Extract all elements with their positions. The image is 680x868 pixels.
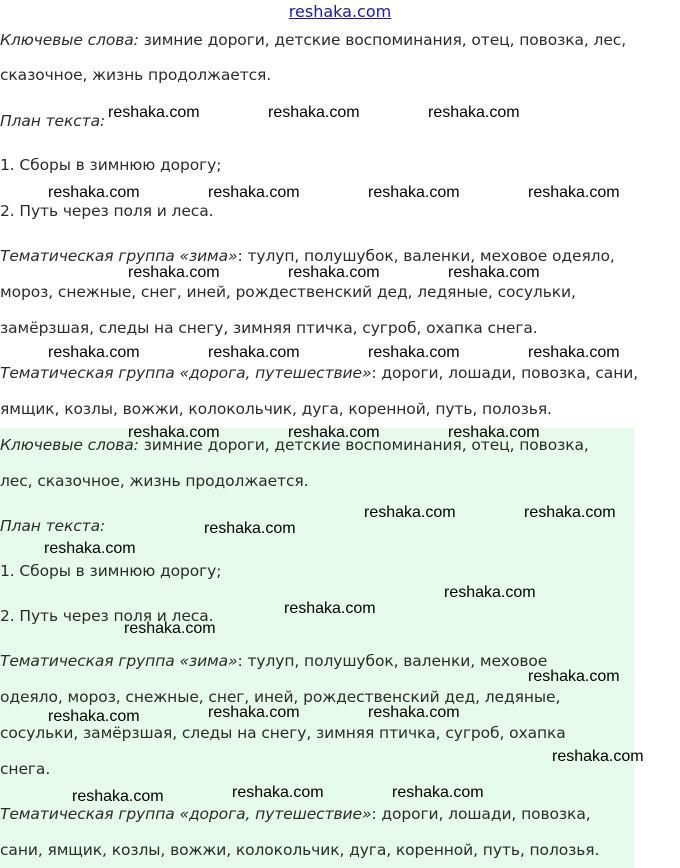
watermark: reshaka.com <box>232 784 324 801</box>
keywords-label: Ключевые слова: <box>0 436 139 454</box>
watermark: reshaka.com <box>368 704 460 721</box>
plan-item: 1. Сборы в зимнюю дорогу; <box>0 156 222 174</box>
winter-group-text: : тулуп, полушубок, валенки, меховое <box>237 652 548 670</box>
watermark: reshaka.com <box>288 424 380 441</box>
watermark: reshaka.com <box>368 344 460 361</box>
watermark: reshaka.com <box>364 504 456 521</box>
winter-group-line <box>0 652 547 670</box>
watermark: reshaka.com <box>444 584 536 601</box>
watermark: reshaka.com <box>552 748 644 765</box>
road-group-line: сани, ямщик, козлы, вожжи, колокольчик, дуга, коренной, путь, полозья. <box>0 841 600 859</box>
road-group-line: ямщик, козлы, вожжи, колокольчик, дуга, коренной, путь, полозья. <box>0 400 552 418</box>
road-group-line <box>0 805 591 823</box>
site-link[interactable]: reshaka.com <box>288 2 392 21</box>
watermark: reshaka.com <box>528 184 620 201</box>
watermark: reshaka.com <box>428 104 520 121</box>
plan-item: 2. Путь через поля и леса. <box>0 202 214 220</box>
keywords-label: Ключевые слова: <box>0 31 139 49</box>
watermark: reshaka.com <box>208 344 300 361</box>
watermark: reshaka.com <box>392 784 484 801</box>
winter-group-line <box>0 247 615 265</box>
watermark: reshaka.com <box>288 264 380 281</box>
watermark: reshaka.com <box>108 104 200 121</box>
watermark: reshaka.com <box>448 264 540 281</box>
watermark: reshaka.com <box>208 184 300 201</box>
keywords-line: лес, сказочное, жизнь продолжается. <box>0 472 309 490</box>
watermark: reshaka.com <box>528 344 620 361</box>
plan-label: План текста: <box>0 517 106 535</box>
winter-group-line: замёрзшая, следы на снегу, зимняя птичка, сугроб, охапка снега. <box>0 319 538 337</box>
keywords-line <box>0 31 626 49</box>
winter-group-text: : тулуп, полушубок, валенки, меховое одеяло, <box>237 247 615 265</box>
winter-group-line: снега. <box>0 760 51 778</box>
keywords-text: зимние дороги, детские воспоминания, отец, повозка, <box>138 436 589 454</box>
watermark: reshaka.com <box>368 184 460 201</box>
watermark: reshaka.com <box>128 264 220 281</box>
watermark: reshaka.com <box>128 424 220 441</box>
road-group-line <box>0 364 638 382</box>
plan-item: 1. Сборы в зимнюю дорогу; <box>0 562 222 580</box>
winter-group-line: мороз, снежные, снег, иней, рождественский дед, ледяные, сосульки, <box>0 283 576 301</box>
watermark: reshaka.com <box>48 184 140 201</box>
winter-group-label: Тематическая группа «зима» <box>0 652 238 670</box>
plan-item: 2. Путь через поля и леса. <box>0 607 214 625</box>
road-group-label: Тематическая группа «дорога, путешествие» <box>0 364 372 382</box>
watermark: reshaka.com <box>268 104 360 121</box>
watermark: reshaka.com <box>48 344 140 361</box>
watermark: reshaka.com <box>124 620 216 637</box>
watermark: reshaka.com <box>44 540 136 557</box>
watermark: reshaka.com <box>528 668 620 685</box>
keywords-line: сказочное, жизнь продолжается. <box>0 66 272 84</box>
road-group-text: : дороги, лошади, повозка, сани, <box>371 364 639 382</box>
winter-group-label: Тематическая группа «зима» <box>0 247 238 265</box>
plan-label: План текста: <box>0 112 106 130</box>
watermark: reshaka.com <box>48 708 140 725</box>
watermark: reshaka.com <box>524 504 616 521</box>
winter-group-line: сосульки, замёрзшая, следы на снегу, зимняя птичка, сугроб, охапка <box>0 724 566 742</box>
watermark: reshaka.com <box>208 704 300 721</box>
keywords-text: зимние дороги, детские воспоминания, отец, повозка, лес, <box>138 31 627 49</box>
watermark: reshaka.com <box>448 424 540 441</box>
road-group-label: Тематическая группа «дорога, путешествие» <box>0 805 372 823</box>
watermark: reshaka.com <box>204 520 296 537</box>
road-group-text: : дороги, лошади, повозка, <box>371 805 591 823</box>
watermark: reshaka.com <box>284 600 376 617</box>
winter-group-line: одеяло, мороз, снежные, снег, иней, рождественский дед, ледяные, <box>0 688 561 706</box>
watermark: reshaka.com <box>72 788 164 805</box>
